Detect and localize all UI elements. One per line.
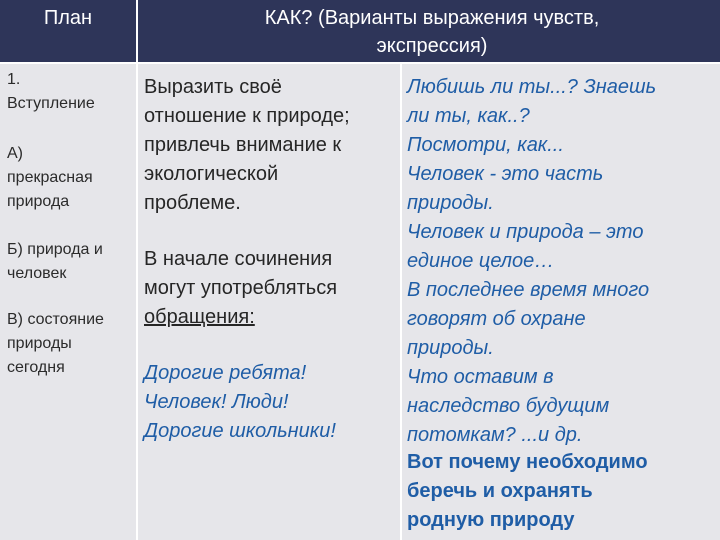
how-column	[138, 64, 400, 540]
header-how	[138, 0, 720, 62]
conclusion-line: родную природу	[407, 509, 575, 531]
example-phrase: наследство будущим	[407, 395, 610, 417]
column-divider	[400, 64, 402, 540]
opening-underlined: обращения:	[144, 306, 255, 328]
plan-item-line: природы	[7, 335, 72, 352]
goal-line: привлечь внимание к	[144, 134, 342, 156]
example-phrase: Человек - это часть	[407, 163, 604, 185]
example-phrase: Любишь ли ты...? Знаешь	[407, 76, 657, 98]
plan-item-line: В) состояние	[7, 311, 104, 328]
header-plan: План	[0, 0, 136, 62]
conclusion-line: Вот почему необходимо	[407, 451, 648, 473]
header-divider	[0, 62, 720, 64]
plan-item-line: Вступление	[7, 95, 95, 112]
opening-text	[144, 245, 337, 332]
header-how-line-2: экспрессия)	[376, 35, 488, 57]
address-example: Человек! Люди!	[144, 391, 289, 413]
example-phrase: потомкам? ...и др.	[407, 424, 583, 446]
example-phrase: природы.	[407, 192, 494, 214]
example-phrase: говорят об охране	[407, 308, 586, 330]
plan-item-line: 1.	[7, 71, 21, 88]
plan-item-nature-and-man	[7, 238, 103, 286]
example-phrase: Что оставим в	[407, 366, 554, 388]
goal-line: Выразить своё	[144, 76, 282, 98]
conclusion-text	[407, 448, 648, 535]
opening-line: могут употребляться	[144, 277, 338, 299]
example-phrases	[407, 73, 656, 450]
plan-item-introduction	[7, 68, 95, 116]
conclusion-line: беречь и охранять	[407, 480, 593, 502]
goal-text	[144, 73, 350, 218]
goal-line: проблеме.	[144, 192, 241, 214]
example-phrase: природы.	[407, 337, 494, 359]
plan-column	[0, 64, 136, 540]
address-example: Дорогие ребята!	[144, 362, 307, 384]
address-examples	[144, 359, 336, 446]
header-how-line-1: КАК? (Варианты выражения чувств,	[264, 7, 600, 29]
plan-item-beautiful-nature	[7, 142, 93, 214]
goal-line: отношение к природе;	[144, 105, 350, 127]
plan-item-line: А)	[7, 145, 23, 162]
example-phrase: ли ты, как..?	[407, 105, 530, 127]
example-phrase: Человек и природа – это	[407, 221, 644, 243]
examples-column	[402, 64, 720, 540]
plan-item-line: природа	[7, 193, 70, 210]
plan-item-line: сегодня	[7, 359, 65, 376]
plan-item-line: прекрасная	[7, 169, 93, 186]
plan-item-nature-today	[7, 308, 104, 380]
opening-line: В начале сочинения	[144, 248, 333, 270]
column-divider	[136, 0, 138, 540]
goal-line: экологической	[144, 163, 279, 185]
address-example: Дорогие школьники!	[144, 420, 336, 442]
plan-item-line: человек	[7, 265, 67, 282]
example-phrase: единое целое…	[407, 250, 555, 272]
example-phrase: Посмотри, как...	[407, 134, 564, 156]
example-phrase: В последнее время много	[407, 279, 650, 301]
plan-item-line: Б) природа и	[7, 241, 103, 258]
